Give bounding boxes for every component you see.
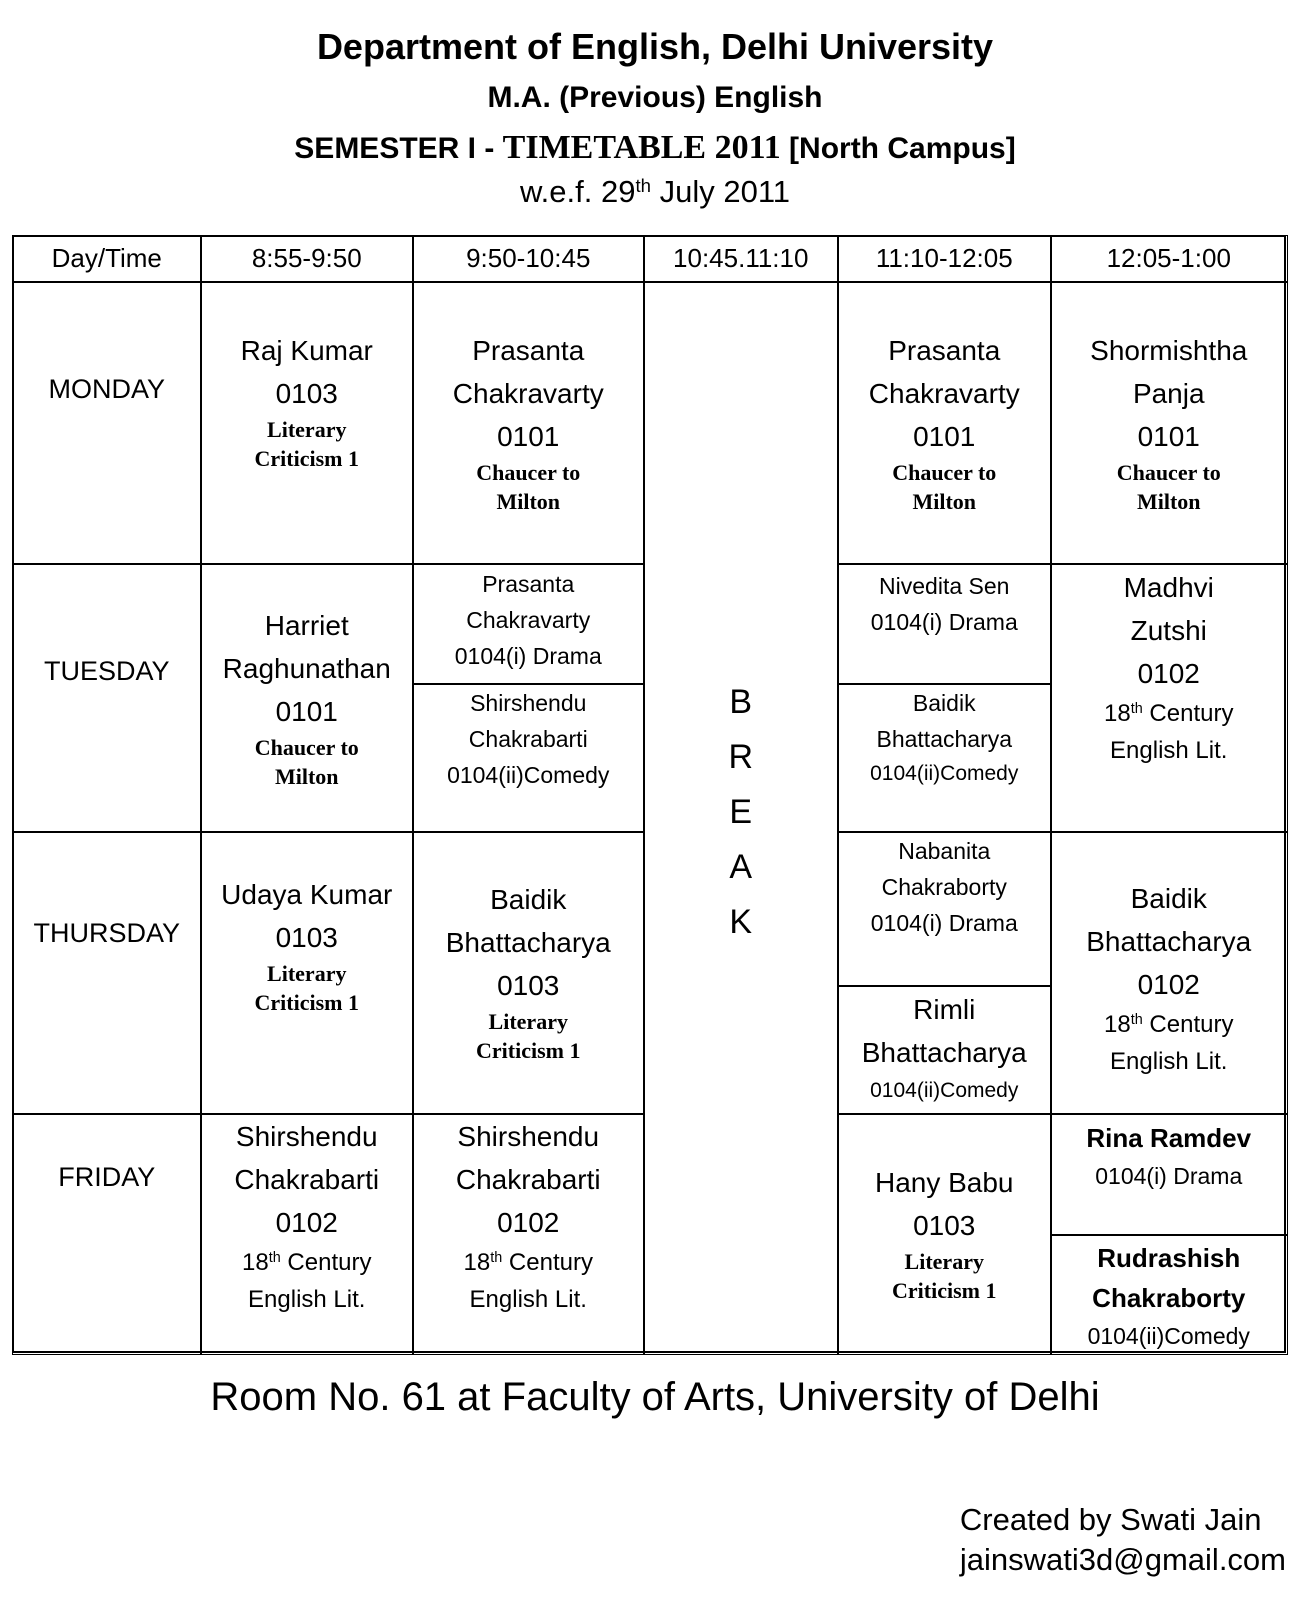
cell-line: Prasanta <box>482 571 575 597</box>
day-name: THURSDAY <box>33 918 180 948</box>
cell-line <box>242 1244 371 1281</box>
teacher-name: Chakrabarti <box>455 1164 601 1195</box>
column-header: 11:10-12:05 <box>837 235 1052 283</box>
timetable-cell <box>200 831 414 1115</box>
day-label <box>12 563 202 833</box>
course-name: Literary <box>904 1249 984 1274</box>
teacher-name: Raghunathan <box>222 653 391 684</box>
column-header: 10:45.11:10 <box>643 235 839 283</box>
teacher-name: Baidik <box>1130 883 1207 914</box>
paper-code: 0101 <box>913 421 976 452</box>
teacher-name: Prasanta <box>472 335 585 366</box>
course-name: Chaucer to <box>254 735 359 760</box>
cell-text-part: th <box>268 1250 281 1267</box>
day-label <box>12 831 202 1115</box>
break-letter: E <box>729 793 753 831</box>
timetable-cell <box>412 563 645 685</box>
paper-code: 0101 <box>275 696 338 727</box>
room-note: Room No. 61 at Faculty of Arts, University of Delhi <box>210 1375 1100 1419</box>
timetable-cell <box>1050 563 1288 833</box>
teacher-name: Shirshendu <box>235 1121 378 1152</box>
cell-line: English Lit. <box>469 1286 587 1313</box>
column-header: 12:05-1:00 <box>1050 235 1288 283</box>
teacher-name: Prasanta <box>888 335 1001 366</box>
timetable-cell <box>837 985 1052 1115</box>
paper-code: 0103 <box>913 1210 976 1241</box>
teacher-name: Bhattacharya <box>445 927 611 958</box>
course-name: Literary <box>488 1009 568 1034</box>
timetable-cell <box>412 1113 645 1355</box>
teacher-name: Rimli <box>913 994 976 1025</box>
column-header: Day/Time <box>12 235 202 283</box>
teacher-name: Zutshi <box>1130 615 1207 646</box>
cell-text-part: Century <box>1142 1011 1234 1038</box>
timetable-cell <box>1050 281 1288 565</box>
cell-line: Chakrabarti <box>468 726 588 752</box>
timetable-cell <box>1050 831 1288 1115</box>
teacher-name: Chakrabarti <box>234 1164 380 1195</box>
cell-line: 0104(ii)Comedy <box>870 1079 1019 1102</box>
timetable-label: TIMETABLE 2011 <box>502 129 781 166</box>
paper-code: 0102 <box>1137 969 1200 1000</box>
semester-title <box>0 129 1310 167</box>
semester-label: SEMESTER I - <box>294 132 503 165</box>
paper-code: 0103 <box>275 378 338 409</box>
teacher-name: Udaya Kumar <box>221 879 393 910</box>
course-name: Milton <box>1136 489 1201 514</box>
effective-date-prefix: w.e.f. 29 <box>520 174 636 209</box>
cell-line: Bhattacharya <box>876 726 1013 752</box>
paper-code: 0102 <box>1137 658 1200 689</box>
break-column <box>643 281 839 1355</box>
column-header: 8:55-9:50 <box>200 235 414 283</box>
cell-line: 0104(i) Drama <box>454 643 602 669</box>
cell-line: Nivedita Sen <box>879 573 1010 599</box>
effective-date <box>0 174 1310 210</box>
cell-text-part: 18 <box>242 1249 269 1276</box>
cell-line: Nabanita <box>898 838 991 864</box>
cell-line: 0104(ii)Comedy <box>1087 1323 1250 1349</box>
day-name: MONDAY <box>48 374 165 404</box>
course-name: Milton <box>912 489 977 514</box>
paper-code: 0101 <box>497 421 560 452</box>
break-letter: K <box>729 903 753 941</box>
teacher-name: Rudrashish <box>1097 1243 1241 1273</box>
cell-line <box>1104 1006 1233 1043</box>
teacher-name: Harriet <box>264 610 349 641</box>
cell-text-part: 18 <box>1104 1011 1131 1038</box>
day-name: FRIDAY <box>58 1162 156 1192</box>
cell-text-part: Century <box>1142 700 1234 727</box>
teacher-name: Bhattacharya <box>861 1037 1027 1068</box>
teacher-name: Shormishtha <box>1090 335 1248 366</box>
teacher-name: Panja <box>1132 378 1205 409</box>
course-name: Milton <box>496 489 561 514</box>
timetable-cell <box>837 563 1052 685</box>
timetable-cell <box>200 563 414 833</box>
cell-line: 0104(i) Drama <box>870 609 1018 635</box>
cell-line: Shirshendu <box>470 690 587 716</box>
cell-text-part: th <box>1130 701 1143 718</box>
course-name: Criticism 1 <box>254 990 359 1015</box>
teacher-name: Madhvi <box>1123 572 1214 603</box>
cell-line: Chakraborty <box>881 874 1007 900</box>
paper-code: 0102 <box>275 1207 338 1238</box>
cell-line: 0104(i) Drama <box>1095 1163 1243 1189</box>
paper-code: 0103 <box>275 922 338 953</box>
program-title: M.A. (Previous) English <box>487 81 823 114</box>
credit-line: Created by Swati Jain <box>959 1502 1262 1537</box>
course-name: Literary <box>267 961 347 986</box>
break-letter: A <box>729 848 753 886</box>
column-header: 9:50-10:45 <box>412 235 645 283</box>
timetable-cell <box>412 281 645 565</box>
day-label <box>12 281 202 565</box>
break-letter: B <box>729 683 753 721</box>
timetable-cell <box>837 683 1052 833</box>
cell-line: 0104(ii)Comedy <box>870 762 1019 785</box>
teacher-name: Chakravarty <box>452 378 604 409</box>
teacher-name: Chakravarty <box>868 378 1020 409</box>
timetable-cell <box>412 831 645 1115</box>
paper-code: 0102 <box>497 1207 560 1238</box>
page-title: Department of English, Delhi University <box>316 26 994 67</box>
teacher-name: Raj Kumar <box>240 335 373 366</box>
cell-text-part: th <box>490 1250 503 1267</box>
course-name: Criticism 1 <box>892 1278 997 1303</box>
course-name: Chaucer to <box>892 460 997 485</box>
timetable-cell <box>200 281 414 565</box>
effective-date-suffix: July 2011 <box>650 174 790 209</box>
course-name: Milton <box>274 764 339 789</box>
credit-email: jainswati3d@gmail.com <box>959 1542 1286 1577</box>
cell-line: English Lit. <box>248 1286 366 1313</box>
cell-text-part: Century <box>502 1249 593 1276</box>
paper-code: 0103 <box>497 970 560 1001</box>
timetable-cell <box>1050 1113 1288 1236</box>
course-name: Criticism 1 <box>254 446 359 471</box>
cell-line: 0104(i) Drama <box>870 910 1018 936</box>
cell-line <box>1104 695 1233 732</box>
cell-text-part: Century <box>280 1249 372 1276</box>
timetable-cell <box>1050 1234 1288 1355</box>
timetable-cell <box>837 831 1052 987</box>
teacher-name: Bhattacharya <box>1086 926 1252 957</box>
course-name: Literary <box>267 417 347 442</box>
credit-block <box>960 1500 1286 1580</box>
teacher-name: Baidik <box>490 884 567 915</box>
teacher-name: Rina Ramdev <box>1086 1123 1252 1153</box>
day-label <box>12 1113 202 1355</box>
cell-line <box>464 1244 593 1281</box>
day-name: TUESDAY <box>43 656 170 686</box>
cell-line: Chakravarty <box>466 607 591 633</box>
timetable-cell <box>837 1113 1052 1355</box>
cell-text-part: 18 <box>1104 700 1131 727</box>
cell-line: 0104(ii)Comedy <box>447 762 610 788</box>
cell-line: English Lit. <box>1110 1048 1228 1075</box>
course-name: Criticism 1 <box>476 1038 581 1063</box>
teacher-name: Shirshendu <box>457 1121 600 1152</box>
cell-line: English Lit. <box>1110 737 1228 764</box>
timetable-cell <box>837 281 1052 565</box>
break-letter: R <box>728 738 754 776</box>
course-name: Chaucer to <box>476 460 581 485</box>
teacher-name: Chakraborty <box>1092 1283 1246 1313</box>
teacher-name: Hany Babu <box>874 1167 1014 1198</box>
cell-text-part: th <box>1130 1012 1143 1029</box>
campus-label: [North Campus] <box>780 132 1016 165</box>
effective-date-ordinal: th <box>635 174 651 196</box>
timetable-cell <box>412 683 645 833</box>
timetable-cell <box>200 1113 414 1355</box>
timetable <box>12 235 1286 1353</box>
cell-line: Baidik <box>912 690 976 716</box>
course-name: Chaucer to <box>1116 460 1221 485</box>
cell-text-part: 18 <box>463 1249 491 1276</box>
paper-code: 0101 <box>1137 421 1200 452</box>
